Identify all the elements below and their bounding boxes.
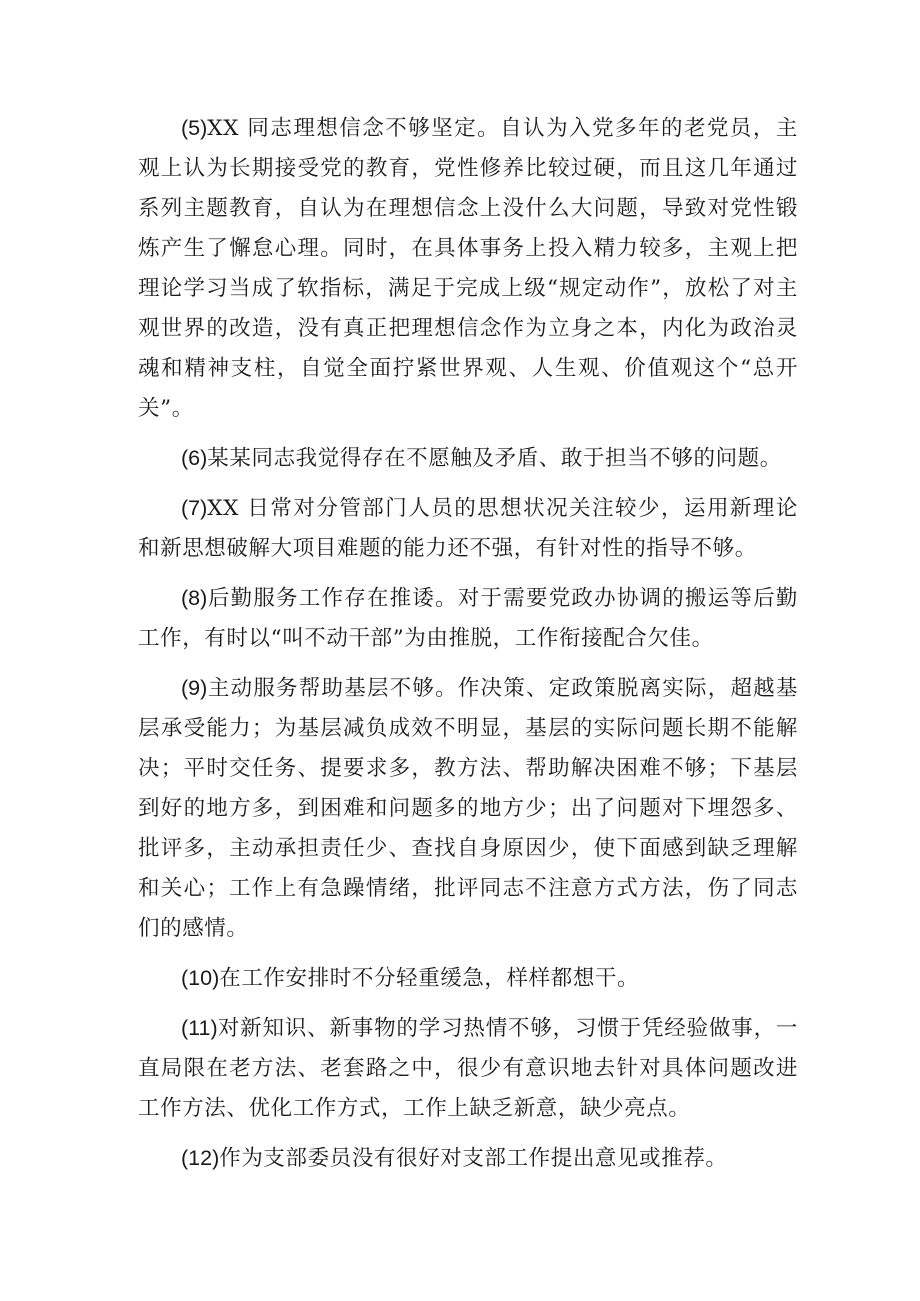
paragraph-5 xyxy=(138,108,798,429)
paragraph-8 xyxy=(138,578,798,659)
paragraph-number: (6) xyxy=(181,446,208,470)
paragraph-number: (7) xyxy=(181,496,208,520)
paragraph-12 xyxy=(138,1138,798,1179)
paragraph-11 xyxy=(138,1008,798,1129)
paragraph-text: 在工作安排时不分轻重缓急，样样都想干。 xyxy=(219,966,640,991)
paragraph-text: 对新知识、新事物的学习热情不够，习惯于凭经验做事，一直局限在老方法、老套路之中，很少有意识地去针对具体问题改进工作方法、优化工作方式，工作上缺乏新意，缺少亮点。 xyxy=(138,1016,798,1121)
paragraph-6 xyxy=(138,438,798,479)
paragraph-9 xyxy=(138,668,798,949)
paragraph-7 xyxy=(138,488,798,569)
paragraph-number: (11) xyxy=(181,1016,218,1040)
paragraph-number: (10) xyxy=(181,966,220,990)
paragraph-number: (5) xyxy=(181,116,208,140)
paragraph-number: (12) xyxy=(181,1146,220,1170)
paragraph-number: (9) xyxy=(181,676,208,700)
paragraph-text: 后勤服务工作存在推诿。对于需要党政办协调的搬运等后勤工作，有时以“叫不动干部”为由推脱，工作衔接配合欠佳。 xyxy=(138,586,798,651)
paragraph-number: (8) xyxy=(181,586,208,610)
paragraph-10 xyxy=(138,958,798,999)
paragraph-text: XX 日常对分管部门人员的思想状况关注较少，运用新理论和新思想破解大项目难题的能力还不强，有针对性的指导不够。 xyxy=(138,496,798,561)
document-body xyxy=(138,108,798,1179)
paragraph-text: XX 同志理想信念不够坚定。自认为入党多年的老党员，主观上认为长期接受党的教育，党性修养比较过硬，而且这几年通过系列主题教育，自认为在理想信念上没什么大问题，导致对党性锻炼产生了懈怠心理。同时，在具体事务上投入精力较多，主观上把理论学习当成了软指标，满足于完成上级“规定动作”，放松了对主观世界的改造，没有真正把理想信念作为立身之本，内化为政治灵魂和精神支柱，自觉全面拧紧世界观、人生观、价值观这个“总开关”。 xyxy=(138,116,798,421)
paragraph-text: 某某同志我觉得存在不愿触及矛盾、敢于担当不够的问题。 xyxy=(207,446,782,471)
paragraph-text: 作为支部委员没有很好对支部工作提出意见或推荐。 xyxy=(219,1146,728,1171)
paragraph-text: 主动服务帮助基层不够。作决策、定政策脱离实际，超越基层承受能力；为基层减负成效不明显，基层的实际问题长期不能解决；平时交任务、提要求多，教方法、帮助解决困难不够；下基层到好的地方多，到困难和问题多的地方少；出了问题对下埋怨多、批评多，主动承担责任少、查找自身原因少，使下面感到缺乏理解和关心；工作上有急躁情绪，批评同志不注意方式方法，伤了同志们的感情。 xyxy=(138,676,798,941)
